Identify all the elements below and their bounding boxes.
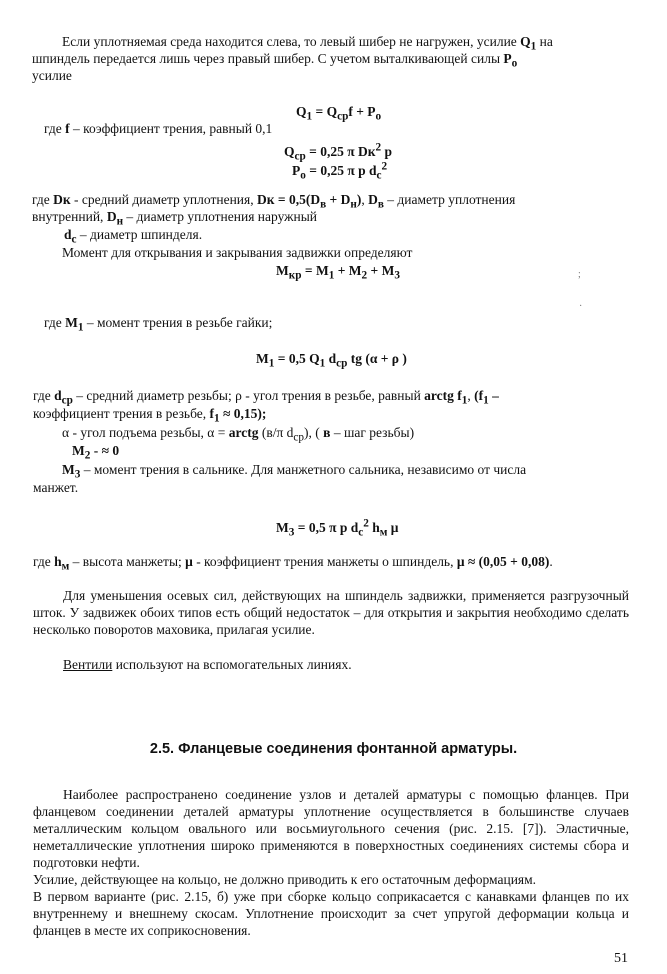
where-dc: $d_c$ – диаметр шпинделя. bbox=[64, 227, 203, 246]
where-dcp-line-2: коэффициент трения в резьбе, $f_1 \approx 0,15$); bbox=[33, 406, 267, 425]
where-dcp-line-1: где $d_{ср}$ – средний диаметр резьбы; ρ - угол трения в резьбе, равный arctg $f_1$, ($f_1$ – bbox=[33, 388, 499, 407]
paragraph-variant: В первом варианте (рис. 2.15, б) уже при сборке кольцо соприкасается с канавками фланцев по их внутреннему и внешнему скосам. Уплотнение происходит за счет упругой деформации кольца и фланцев в месте их соприкосновения. bbox=[33, 889, 629, 938]
paragraph-flanges: Наиболее распространено соединение узлов и деталей арматуры с помощью фланцев. При фланцевом соединении деталей арматуры уплотнение осуществляется в большинстве случаев металлическим кольцом овального или восьмиугольного сечения (рис. 2.15. [7]). Эластичные, неметаллические уплотнения широко применяются в поверхностных соединениях системы сбора и подготовки нефти. bbox=[33, 787, 629, 870]
intro-line-3: усилие bbox=[32, 68, 72, 83]
intro-line-1: Если уплотняемая среда находится слева, то левый шибер не нагружен, усилие $Q_1$ на bbox=[62, 34, 553, 53]
where-f: где f – коэффициент трения, равный 0,1 bbox=[44, 121, 273, 136]
ventili-line: Вентили используют на вспомогательных линиях. bbox=[63, 657, 352, 672]
scan-mark: ; bbox=[578, 269, 581, 280]
m2-line: $M_2$ - ≈ 0 bbox=[72, 443, 120, 462]
where-dk-line-1: где Dк - средний диаметр уплотнения, Dк = $0,5(D_в + D_н)$, $D_в$ – диаметр уплотнения bbox=[32, 192, 516, 211]
where-h: где $h_м$ – высота манжеты; μ - коэффициент трения манжеты о шпиндель, μ ≈ (0,05 + 0,08). bbox=[33, 554, 553, 573]
page-number: 51 bbox=[614, 951, 628, 966]
equation-m1: $M_1 = 0,5$ $Q_1$ $d_{ср}$ tg (α + ρ ) bbox=[256, 351, 407, 370]
m3-line: $M_3$ – момент трения в сальнике. Для манжетного сальника, независимо от числа bbox=[62, 462, 527, 481]
scan-mark: · bbox=[579, 301, 583, 312]
paragraph-force: Усилие, действующее на кольцо, не должно приводить к его остаточным деформациям. bbox=[33, 872, 537, 887]
equation-p0: $P_o = 0,25$ π p $d_c^2$ bbox=[292, 160, 388, 182]
where-m1: где $M_1$ – момент трения в резьбе гайки; bbox=[44, 315, 273, 334]
intro-line-2: шпиндель передается лишь через правый шибер. С учетом выталкивающей силы $P_o$ bbox=[32, 51, 518, 70]
section-heading: 2.5. Фланцевые соединения фонтанной арматуры. bbox=[149, 741, 518, 757]
equation-m3: $M_3 = 0,5$ π p $d_c^2$ $h_м$ μ bbox=[276, 517, 399, 539]
moment-intro: Момент для открывания и закрывания задвижки определяют bbox=[62, 245, 413, 260]
alpha-line: α - угол подъема резьбы, α = arctg (в/π $d_{ср}$), ( в – шаг резьбы) bbox=[62, 425, 415, 444]
m3-line-2: манжет. bbox=[33, 480, 79, 495]
equation-qcp: $Q_{ср} = 0,25$ π $Dк^2$ p bbox=[284, 141, 393, 163]
equation-q1: $Q_1 = Q_{ср}f + P_o$ bbox=[296, 104, 382, 123]
equation-mkr: $M_{кр} = M_1 + M_2 + M_3$ bbox=[276, 263, 400, 282]
paragraph-shtok: Для уменьшения осевых сил, действующих на шпиндель задвижки, применяется разгрузочный шток. У задвижек обоих типов есть общий недостаток – для открытия и закрытия необходимо сделать несколько поворотов маховика, прилагая усилие. bbox=[33, 588, 629, 637]
where-dk-line-2: внутренний, $D_н$ – диаметр уплотнения наружный bbox=[32, 209, 317, 228]
